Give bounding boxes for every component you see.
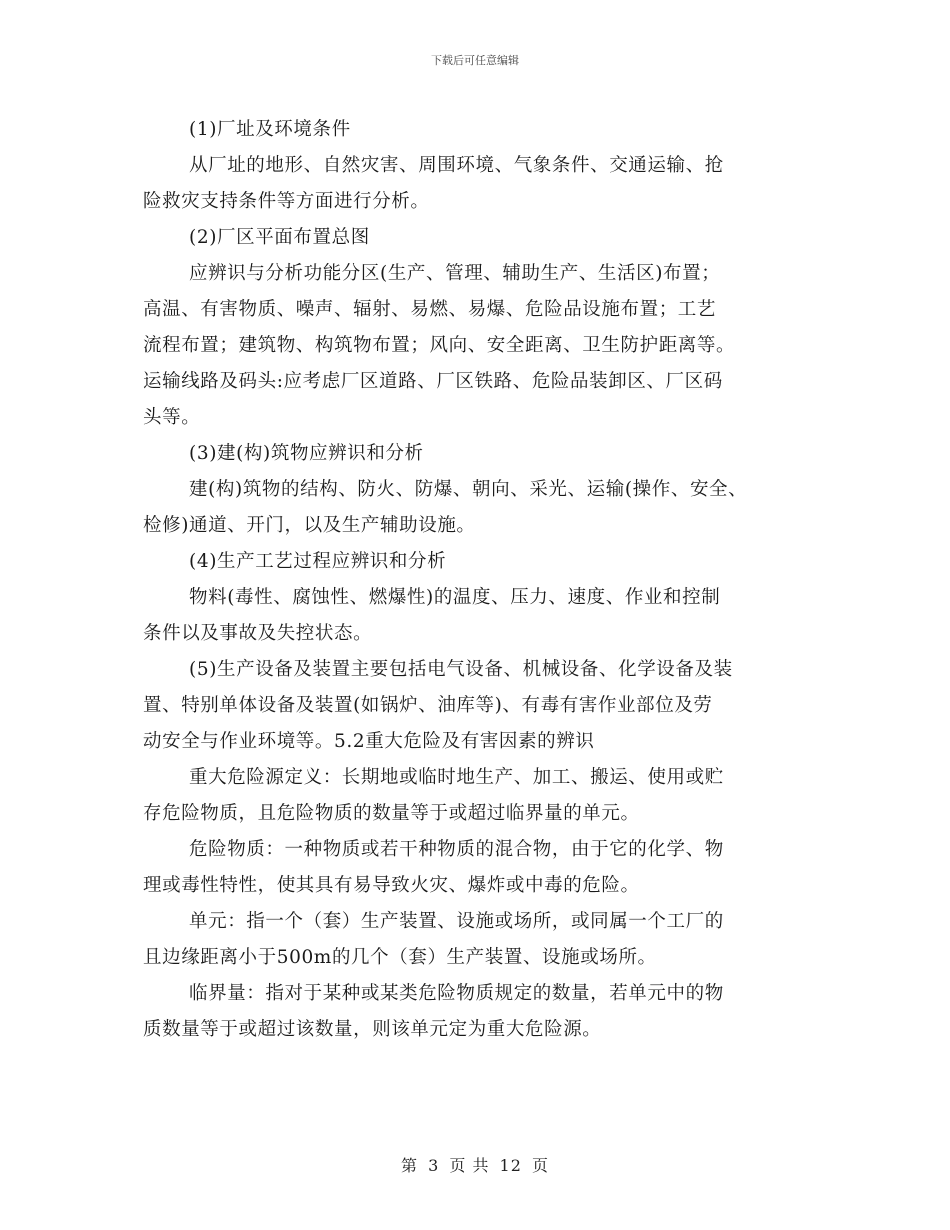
footer-middle: 页 共 bbox=[449, 1156, 490, 1175]
paragraph-line: 存危险物质，且危险物质的数量等于或超过临界量的单元。 bbox=[143, 803, 640, 824]
footer-suffix: 页 bbox=[532, 1156, 550, 1175]
paragraph-line: 头等。 bbox=[143, 407, 201, 428]
heading-plant-layout: (2)厂区平面布置总图 bbox=[189, 227, 370, 248]
definition-threshold: 临界量：指对于某种或某类危险物质规定的数量，若单元中的物 bbox=[189, 983, 724, 1004]
heading-site-environment: (1)厂址及环境条件 bbox=[189, 119, 351, 140]
paragraph-line: 应辨识与分析功能分区(生产、管理、辅助生产、生活区)布置； bbox=[189, 263, 721, 284]
paragraph-line: 从厂址的地形、自然灾害、周围环境、气象条件、交通运输、抢 bbox=[189, 155, 724, 176]
paragraph-line: 流程布置；建筑物、构筑物布置；风向、安全距离、卫生防护距离等。 bbox=[143, 335, 736, 356]
heading-process: (4)生产工艺过程应辨识和分析 bbox=[189, 551, 447, 572]
heading-buildings: (3)建(构)筑物应辨识和分析 bbox=[189, 443, 424, 464]
paragraph-line: 运输线路及码头:应考虑厂区道路、厂区铁路、危险品装卸区、厂区码 bbox=[143, 371, 723, 392]
heading-equipment: (5)生产设备及装置主要包括电气设备、机械设备、化学设备及装 bbox=[189, 659, 733, 680]
paragraph-line: 且边缘距离小于500m的几个（套）生产装置、设施或场所。 bbox=[143, 947, 657, 968]
paragraph-line: 条件以及事故及失控状态。 bbox=[143, 623, 373, 644]
total-pages: 12 bbox=[499, 1156, 522, 1175]
paragraph-line: 理或毒性特性，使其具有易导致火灾、爆炸或中毒的危险。 bbox=[143, 875, 640, 896]
definition-hazardous-substance: 危险物质：一种物质或若干种物质的混合物，由于它的化学、物 bbox=[189, 839, 724, 860]
paragraph-line: 动安全与作业环境等。5.2重大危险及有害因素的辨识 bbox=[143, 731, 595, 752]
paragraph-line: 置、特别单体设备及装置(如锅炉、油库等)、有毒有害作业部位及劳 bbox=[143, 695, 713, 716]
page-number: 3 bbox=[428, 1156, 440, 1175]
paragraph-line: 质数量等于或超过该数量，则该单元定为重大危险源。 bbox=[143, 1019, 602, 1040]
page-footer bbox=[0, 1153, 950, 1176]
paragraph-line: 高温、有害物质、噪声、辐射、易燃、易爆、危险品设施布置；工艺 bbox=[143, 299, 717, 320]
definition-unit: 单元：指一个（套）生产装置、设施或场所，或同属一个工厂的 bbox=[189, 911, 724, 932]
page-header: 下载后可任意编辑 bbox=[431, 54, 519, 67]
footer-prefix: 第 bbox=[400, 1156, 418, 1175]
document-body bbox=[143, 112, 823, 1048]
paragraph-line: 建(构)筑物的结构、防火、防爆、朝向、采光、运输(操作、安全、 bbox=[189, 479, 748, 500]
definition-major-hazard: 重大危险源定义：长期地或临时地生产、加工、搬运、使用或贮 bbox=[189, 767, 724, 788]
paragraph-line: 险救灾支持条件等方面进行分析。 bbox=[143, 191, 430, 212]
paragraph-line: 物料(毒性、腐蚀性、燃爆性)的温度、压力、速度、作业和控制 bbox=[189, 587, 721, 608]
paragraph-line: 检修)通道、开门，以及生产辅助设施。 bbox=[143, 515, 476, 536]
